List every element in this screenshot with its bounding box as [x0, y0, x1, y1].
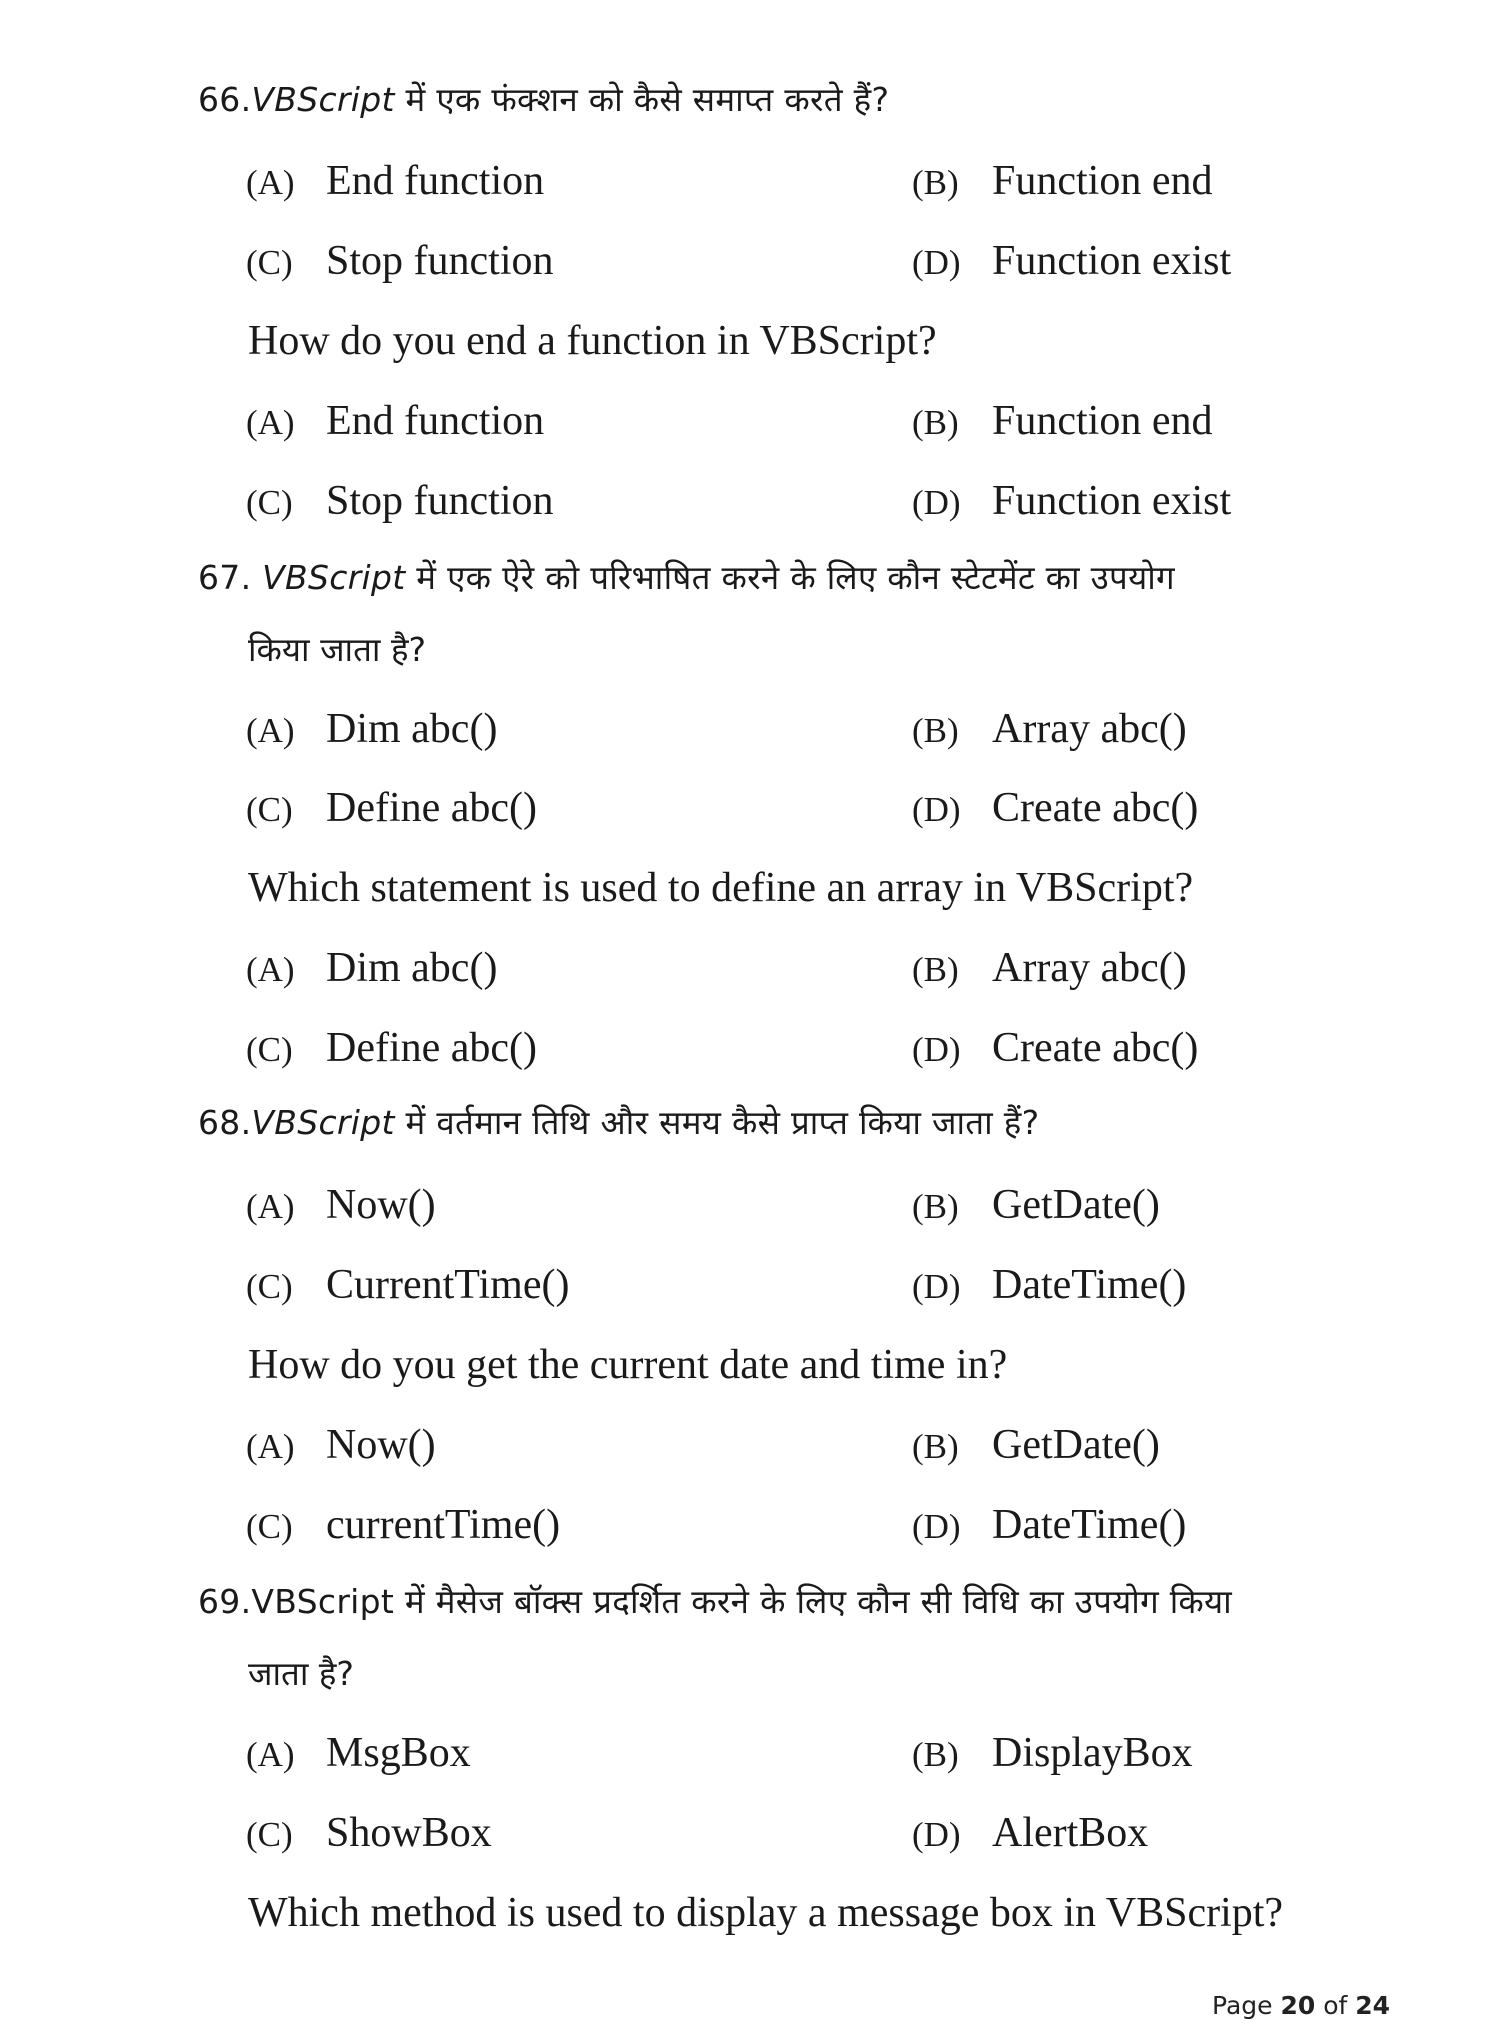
option-text: Function exist — [992, 478, 1232, 524]
option-text: Array abc() — [992, 945, 1187, 991]
option-label: (C) — [246, 1815, 293, 1854]
option-c — [246, 1264, 569, 1306]
option-d — [912, 1812, 1148, 1854]
option-a — [246, 708, 497, 750]
option-label: (A) — [246, 403, 295, 442]
question-68-english: How do you get the current date and time in? — [248, 1342, 1008, 1388]
option-d — [912, 480, 1231, 522]
option-label: (D) — [912, 790, 961, 829]
option-text: End function — [326, 158, 545, 204]
current-page-number: 20 — [1280, 1991, 1316, 2020]
option-label: (D) — [912, 243, 961, 282]
option-text: Create abc() — [992, 1025, 1199, 1071]
option-label: (B) — [912, 163, 959, 202]
option-b — [912, 1424, 1160, 1466]
option-label: (A) — [246, 1427, 295, 1466]
option-text: Dim abc() — [326, 945, 498, 991]
option-text: CurrentTime() — [326, 1262, 570, 1308]
option-text: DateTime() — [992, 1502, 1187, 1548]
code-term: VBScript — [251, 80, 395, 119]
option-d — [912, 1264, 1186, 1306]
question-66-english: How do you end a function in VBScript? — [248, 318, 937, 364]
option-text: GetDate() — [992, 1422, 1160, 1468]
option-c — [246, 1504, 560, 1546]
option-c — [246, 1812, 492, 1854]
option-label: (B) — [912, 1735, 959, 1774]
option-b — [912, 1184, 1160, 1226]
option-label: (D) — [912, 1815, 961, 1854]
question-67-hindi-cont: किया जाता है? — [248, 630, 426, 669]
option-label: (C) — [246, 1507, 293, 1546]
option-b — [912, 947, 1187, 989]
option-label: (A) — [246, 1735, 295, 1774]
option-label: (A) — [246, 1187, 295, 1226]
code-term: VBScript — [251, 1582, 395, 1621]
option-d — [912, 1504, 1186, 1546]
footer-prefix: Page — [1212, 1991, 1281, 2020]
question-text: में एक ऐरे को परिभाषित करने के लिए कौन स्टेटमेंट का उपयोग — [405, 558, 1175, 597]
option-label: (B) — [912, 1427, 959, 1466]
option-text: Function end — [992, 158, 1213, 204]
option-a — [246, 947, 497, 989]
question-69-hindi-cont: जाता है? — [248, 1654, 354, 1693]
option-label: (D) — [912, 1507, 961, 1546]
option-label: (D) — [912, 1267, 961, 1306]
question-67-english: Which statement is used to define an array in VBScript? — [248, 865, 1194, 911]
code-term: VBScript — [262, 558, 406, 597]
option-label: (D) — [912, 1030, 961, 1069]
option-c — [246, 480, 554, 522]
question-text: में एक फंक्शन को कैसे समाप्त करते हैं? — [394, 80, 890, 119]
option-label: (B) — [912, 1187, 959, 1226]
option-d — [912, 240, 1231, 282]
option-c — [246, 787, 537, 829]
option-text: Define abc() — [326, 1025, 538, 1071]
question-69-hindi — [198, 1582, 1232, 1621]
question-number: 66. — [198, 80, 252, 119]
option-b — [912, 160, 1212, 202]
option-text: Create abc() — [992, 785, 1199, 831]
option-text: End function — [326, 398, 545, 444]
option-text: Function exist — [992, 238, 1232, 284]
option-text: MsgBox — [326, 1730, 471, 1776]
option-text: DisplayBox — [992, 1730, 1193, 1776]
option-label: (D) — [912, 483, 961, 522]
total-page-number: 24 — [1355, 1991, 1391, 2020]
option-a — [246, 160, 544, 202]
option-a — [246, 400, 544, 442]
question-67-hindi — [198, 558, 1175, 597]
option-label: (C) — [246, 1030, 293, 1069]
option-label: (C) — [246, 243, 293, 282]
question-number: 68. — [198, 1103, 252, 1142]
option-text: Stop function — [326, 238, 554, 284]
option-text: Dim abc() — [326, 706, 498, 752]
option-d — [912, 1027, 1198, 1069]
option-a — [246, 1732, 471, 1774]
question-text: में वर्तमान तिथि और समय कैसे प्राप्त किया जाता हैं? — [394, 1103, 1040, 1142]
question-text: में मैसेज बॉक्स प्रदर्शित करने के लिए कौन सी विधि का उपयोग किया — [394, 1582, 1232, 1621]
option-text: ShowBox — [326, 1810, 492, 1856]
option-label: (A) — [246, 711, 295, 750]
option-b — [912, 400, 1212, 442]
option-d — [912, 787, 1198, 829]
option-text: currentTime() — [326, 1502, 561, 1548]
option-label: (B) — [912, 950, 959, 989]
option-b — [912, 708, 1187, 750]
option-b — [912, 1732, 1193, 1774]
option-label: (B) — [912, 403, 959, 442]
option-label: (C) — [246, 1267, 293, 1306]
question-66-hindi — [198, 80, 890, 119]
option-a — [246, 1184, 436, 1226]
option-c — [246, 240, 554, 282]
option-text: AlertBox — [992, 1810, 1149, 1856]
option-c — [246, 1027, 537, 1069]
option-text: DateTime() — [992, 1262, 1187, 1308]
option-text: Function end — [992, 398, 1213, 444]
option-text: Define abc() — [326, 785, 538, 831]
option-text: GetDate() — [992, 1182, 1160, 1228]
question-68-hindi — [198, 1103, 1040, 1142]
question-number: 67. — [198, 558, 263, 597]
option-label: (A) — [246, 950, 295, 989]
page-footer — [1212, 1991, 1390, 2020]
option-text: Array abc() — [992, 706, 1187, 752]
question-69-english: Which method is used to display a message box in VBScript? — [248, 1890, 1284, 1936]
question-number: 69. — [198, 1582, 252, 1621]
option-a — [246, 1424, 436, 1466]
option-text: Now() — [326, 1182, 436, 1228]
footer-of: of — [1315, 1991, 1356, 2020]
option-label: (C) — [246, 790, 293, 829]
code-term: VBScript — [251, 1103, 395, 1142]
option-label: (B) — [912, 711, 959, 750]
option-text: Now() — [326, 1422, 436, 1468]
option-text: Stop function — [326, 478, 554, 524]
option-label: (A) — [246, 163, 295, 202]
option-label: (C) — [246, 483, 293, 522]
